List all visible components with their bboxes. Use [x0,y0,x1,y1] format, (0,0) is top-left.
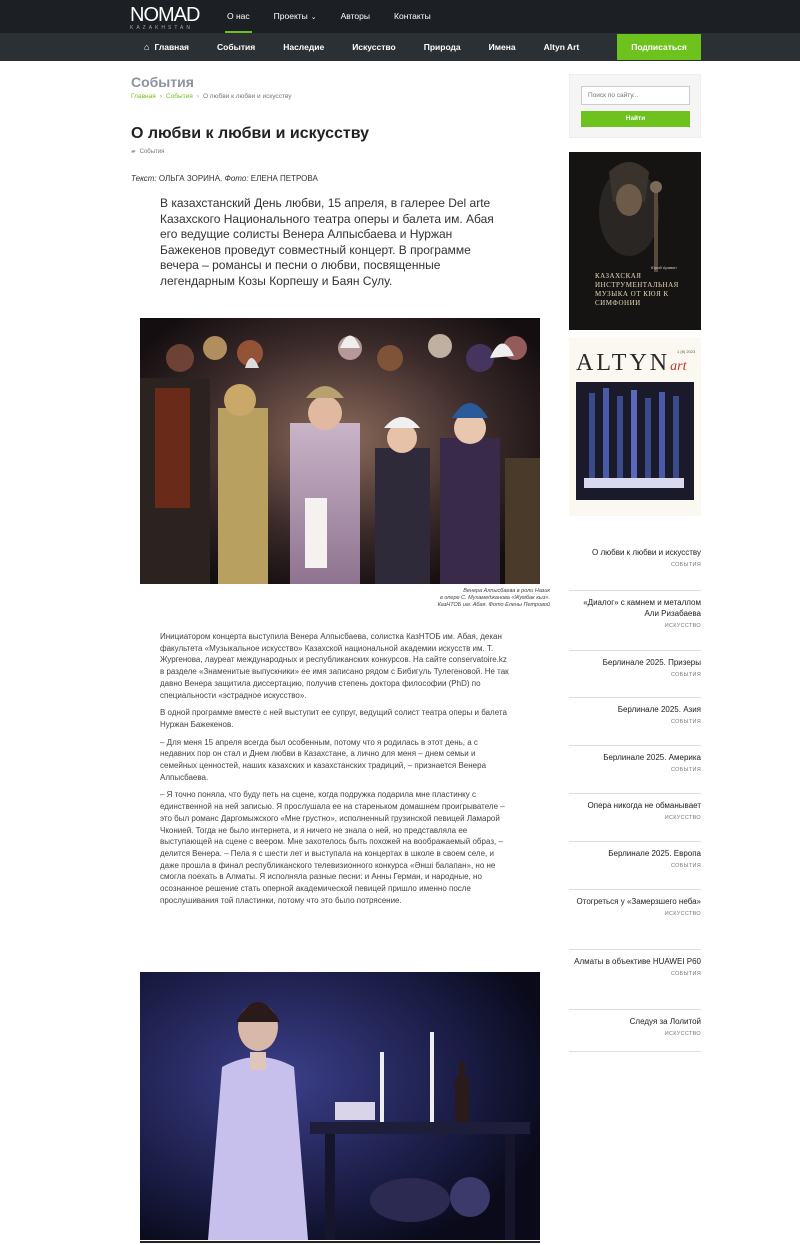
breadcrumb-events-link[interactable]: События [165,93,193,100]
recent-post-item[interactable] [569,1010,701,1052]
recent-post-item[interactable] [569,890,701,950]
nav-label: Altyn Art [543,42,580,52]
caption-line: КазНТОБ им. Абая. Фото Елены Петровой [437,602,550,608]
recent-post-category: ИСКУССТВО [664,623,701,629]
recent-post-item[interactable] [569,698,701,746]
recent-post-title[interactable]: Отогреться у «Замерзшего неба» [576,897,701,906]
stage-singer-image [140,972,540,1240]
recent-post-title[interactable]: Берлинале 2025. Европа [608,849,701,858]
article-title: О любви к любви и искусству [131,125,370,142]
recent-posts [569,541,701,1052]
main-nav [0,33,800,61]
subscribe-button[interactable]: Подписаться [617,34,701,60]
topnav-label: Авторы [340,11,371,21]
nav-label: События [217,42,256,52]
breadcrumb-current: О любви к любви и искусству [202,93,292,100]
article-paragraph: – Для меня 15 апреля всегда был особенным, потому что я родилась в этот день, а с недавних пор он стал и Днем любви в Казахстане, а лично для меня – днем семьи и семейных ценностей, наших казахских и казахстанских традиций, – признается Венера Алпысбаева. [160,737,487,782]
nav-item-altyn-art[interactable] [530,33,594,61]
article-category-link[interactable]: События [139,149,165,155]
credits-text-author: ОЛЬГА ЗОРИНА. [156,174,225,183]
topnav-label: О нас [227,11,250,21]
logo-wordmark: NOMAD [130,4,200,26]
caption-line: в опере С. Мухамеджанова «Жумбак кыз». [439,595,550,601]
search-input[interactable] [581,86,690,105]
article-paragraph: В одной программе вместе с ней выступит ее супруг, ведущий солист театра оперы и балета Нуржан Бажекенов. [160,708,507,729]
recent-post-category: ИСКУССТВО [664,815,701,821]
topnav-label: Проекты [273,11,308,21]
magazine-issue: 1 (8) 2023 [677,349,696,354]
sidebar-banner-magazine[interactable] [569,338,701,516]
breadcrumb [131,93,291,100]
nav-label: Искусство [352,42,396,52]
chevron-down-icon: ⌄ [310,14,317,21]
article-photo-opera-scene [140,318,540,584]
top-bar [0,0,800,33]
caption-line: Венера Алпысбаева в роли Назик [463,588,550,594]
article-body [160,631,510,912]
opera-scene-image [140,318,540,584]
breadcrumb-separator-icon: › [159,93,162,100]
article-credits [131,174,318,183]
recent-post-item[interactable] [569,794,701,842]
recent-post-category: СОБЫТИЯ [671,562,701,568]
site-logo[interactable] [130,6,199,31]
recent-post-title[interactable]: Берлинале 2025. Америка [603,753,701,762]
magazine-title [576,350,686,377]
nav-item-nature[interactable] [410,33,475,61]
article-photo-stage-singer [140,972,540,1240]
recent-post-title[interactable]: О любви к любви и искусству [592,548,701,557]
home-icon: ⌂ [144,42,150,52]
magazine-title-main: ALTYN [576,350,671,376]
credits-text-label: Текст: [131,174,157,183]
nav-label: Имена [488,42,516,52]
topnav-item-contacts[interactable] [382,0,443,33]
nav-item-home[interactable] [136,33,203,61]
recent-post-category: СОБЫТИЯ [671,767,701,773]
book-author: Юрий Аравин [651,265,677,270]
photo-divider [140,1241,540,1243]
recent-post-title[interactable]: Следуя за Лолитой [629,1017,701,1026]
article-paragraph: Инициатором концерта выступила Венера Алпысбаева, солистка КазНТОБ им. Абая, декан факультета «Музыкальное искусство» Казахской национальной академии искусств им. Т. Жургенова, лауреат международных и республиканских конкурсов. На сайте conservatoire.kz в разделе «Знаменитые выпускники» ее имя записано рядом с Бибигуль Тулегеновой. Не так давно Венера защитила диссертацию, получив степень доктора философии (PhD) по специальности «эстрадное искусство». [160,632,509,700]
nav-item-heritage[interactable] [269,33,338,61]
nav-item-events[interactable] [203,33,269,61]
book-title: КАЗАХСКАЯ ИНСТРУМЕНТАЛЬНАЯ МУЗЫКА ОТ КЮЯ К СИМФОНИИ [595,272,679,307]
recent-post-item[interactable] [569,651,701,698]
nav-label: Главная [154,42,190,52]
recent-post-title[interactable]: Берлинале 2025. Призеры [602,658,701,667]
recent-post-category: ИСКУССТВО [664,911,701,917]
topnav-item-about[interactable] [215,0,262,33]
nav-item-names[interactable] [475,33,530,61]
nav-label: Природа [423,42,461,52]
search-widget [569,74,701,138]
recent-post-item[interactable] [569,950,701,1010]
credits-photo-author: ЕЛЕНА ПЕТРОВА [248,174,318,183]
recent-post-item[interactable] [569,842,701,890]
breadcrumb-home-link[interactable]: Главная [131,93,156,100]
recent-post-item[interactable] [569,746,701,794]
recent-post-category: СОБЫТИЯ [671,672,701,678]
recent-post-title[interactable]: Берлинале 2025. Азия [617,705,701,714]
folder-icon: ▰ [131,149,136,155]
topnav-label: Контакты [394,11,431,21]
recent-post-title[interactable]: Опера никогда не обманывает [587,801,701,810]
topnav-item-projects[interactable] [262,0,329,33]
recent-post-category: СОБЫТИЯ [671,863,701,869]
search-button[interactable]: Найти [581,111,690,127]
photo-caption [380,588,550,609]
topnav-item-authors[interactable] [329,0,382,33]
sidebar-banner-book[interactable] [569,152,701,330]
article-lead: В казахстанский День любви, 15 апреля, в галерее Del arte Казахского Национального театра оперы и балета им. Абая его ведущие солисты Венера Алпысбаева и Нуржан Бажекенов проведут совместный концерт. В программе вечера – романсы и песни о любви, посвященные легендарным Козы Корпешу и Баян Сулу. [160,196,494,288]
nav-label: Наследие [283,42,325,52]
breadcrumb-separator-icon: › [196,93,199,100]
recent-post-title[interactable]: «Диалог» с камнем и металлом Али Ризабаева [583,598,701,618]
recent-post-category: ИСКУССТВО [664,1031,701,1037]
credits-photo-label: Фото: [224,174,249,183]
logo-subtitle: KAZAKHSTAN [130,25,193,31]
article-paragraph: – Я точно поняла, что буду петь на сцене, когда подружка подарила мне пластинку с единственной на ней записью. Я прослушала ее на стареньком домашнем проигрывателе – это был романс Даргомыжского «Мне грустно», исполненный грузинской певицей Ламарой Чконией. Тогда не было интернета, и я ничего не знала о ней, но представляла ее выступающей на сцене с веером. Мне захотелось быть похожей на воображаемый образ, – делится Венера. – Пела я с шести лет и выступала на концертах в школе в своем селе, и даже прошла в финал республиканского телевизионного конкурса «Әнші балапан», но не смогла поехать в Алматы. Я исполняла разные песни: и Анны Герман, и народные, но осознанное решение стать оперной академической певицей пришло именно после прослушивания той пластинки, потому что это было потрясение. [160,790,505,905]
magazine-title-italic: art [670,359,687,374]
recent-post-item[interactable] [569,541,701,591]
recent-post-category: СОБЫТИЯ [671,719,701,725]
article-meta [131,148,164,155]
recent-post-category: СОБЫТИЯ [671,971,701,977]
recent-post-item[interactable] [569,591,701,651]
section-title: События [131,74,194,90]
recent-post-title[interactable]: Алматы в объективе HUAWEI P60 [574,957,701,966]
top-nav [215,0,443,33]
nav-item-art[interactable] [338,33,410,61]
